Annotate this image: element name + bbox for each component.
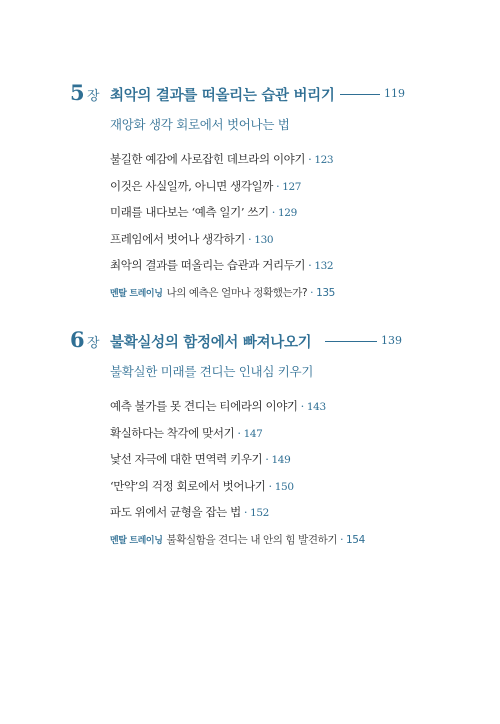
leader-line xyxy=(325,341,377,342)
entry-page: 149 xyxy=(271,454,291,466)
entry-page: 150 xyxy=(274,480,294,493)
separator-dot: · xyxy=(268,478,272,493)
mental-training-entry xyxy=(110,531,365,559)
entry-title: 최악의 결과를 떠올리는 습관과 거리두기 xyxy=(110,258,306,272)
entry-page: 152 xyxy=(250,507,269,519)
chapter-5 xyxy=(70,80,410,299)
chapter-title: 불확실성의 함정에서 빠져나오기 xyxy=(110,335,312,351)
toc-entry xyxy=(110,204,335,231)
separator-dot: · xyxy=(243,505,248,519)
separator-dot: · xyxy=(271,205,276,219)
entry-title: 나의 예측은 얼마나 정확했는가? xyxy=(166,286,308,299)
chapter-heading xyxy=(70,327,410,356)
entry-page: 135 xyxy=(316,286,335,299)
chapter-page: 119 xyxy=(384,87,405,100)
separator-dot: · xyxy=(308,258,312,272)
separator-dot: · xyxy=(248,231,252,246)
chapter-number: 6 xyxy=(70,327,84,352)
entry-title: ‘만약’의 걱정 회로에서 벗어나기 xyxy=(110,478,266,493)
chapter-title: 최악의 결과를 떠올리는 습관 버리기 xyxy=(110,88,335,104)
mental-training-tag: 멘탈 트레이닝 xyxy=(110,535,163,546)
chapter-label: 장 xyxy=(87,89,100,104)
leader-line xyxy=(340,94,380,95)
toc-entry xyxy=(110,478,365,505)
separator-dot: · xyxy=(340,533,344,546)
separator-dot: · xyxy=(275,178,280,193)
entry-title: 불길한 예감에 사로잡힌 데브라의 이야기 xyxy=(110,152,306,166)
entry-page: 132 xyxy=(314,260,334,272)
separator-dot: · xyxy=(237,425,241,440)
entry-title: 확실하다는 착각에 맞서기 xyxy=(110,425,235,440)
entry-title: 예측 불가를 못 견디는 티에라의 이야기 xyxy=(110,399,298,413)
toc-entry xyxy=(110,151,335,178)
entry-title: 이것은 사실일까, 아니면 생각일까 xyxy=(110,178,273,193)
entry-page: 129 xyxy=(278,207,297,219)
entry-title: 프레임에서 벗어나 생각하기 xyxy=(110,231,246,246)
entry-title: 미래를 내다보는 ‘예측 일기’ 쓰기 xyxy=(110,205,269,219)
separator-dot: · xyxy=(265,452,269,466)
separator-dot: · xyxy=(300,399,304,413)
entry-page: 127 xyxy=(282,180,302,193)
chapter-page: 139 xyxy=(381,334,402,347)
toc-entry xyxy=(110,451,365,478)
entry-title: 낯선 자극에 대한 면역력 키우기 xyxy=(110,452,263,466)
entry-title: 파도 위에서 균형을 잡는 법 xyxy=(110,505,241,519)
chapter-label: 장 xyxy=(87,336,100,351)
chapter-6 xyxy=(70,327,410,546)
entry-page: 147 xyxy=(243,427,263,440)
toc-entry xyxy=(110,178,335,205)
entry-title: 불확실함을 견디는 내 안의 힘 발견하기 xyxy=(166,533,338,546)
entry-page: 130 xyxy=(254,233,274,246)
toc-entry xyxy=(110,504,365,531)
toc-entry xyxy=(110,425,365,452)
entry-page: 123 xyxy=(314,154,334,166)
separator-dot: · xyxy=(310,286,314,299)
toc-entry xyxy=(110,398,365,425)
entry-list xyxy=(110,151,335,311)
mental-training-entry xyxy=(110,284,335,312)
chapter-subtitle: 재앙화 생각 회로에서 벗어나는 법 xyxy=(110,117,290,132)
toc-entry xyxy=(110,257,335,284)
mental-training-tag: 멘탈 트레이닝 xyxy=(110,288,163,299)
separator-dot: · xyxy=(308,152,312,166)
chapter-subtitle: 불확실한 미래를 견디는 인내심 키우기 xyxy=(110,364,314,379)
entry-page: 154 xyxy=(346,533,365,546)
entry-list xyxy=(110,398,365,558)
chapter-number: 5 xyxy=(70,80,84,105)
chapter-heading xyxy=(70,80,410,109)
entry-page: 143 xyxy=(306,401,326,413)
toc-entry xyxy=(110,231,335,258)
